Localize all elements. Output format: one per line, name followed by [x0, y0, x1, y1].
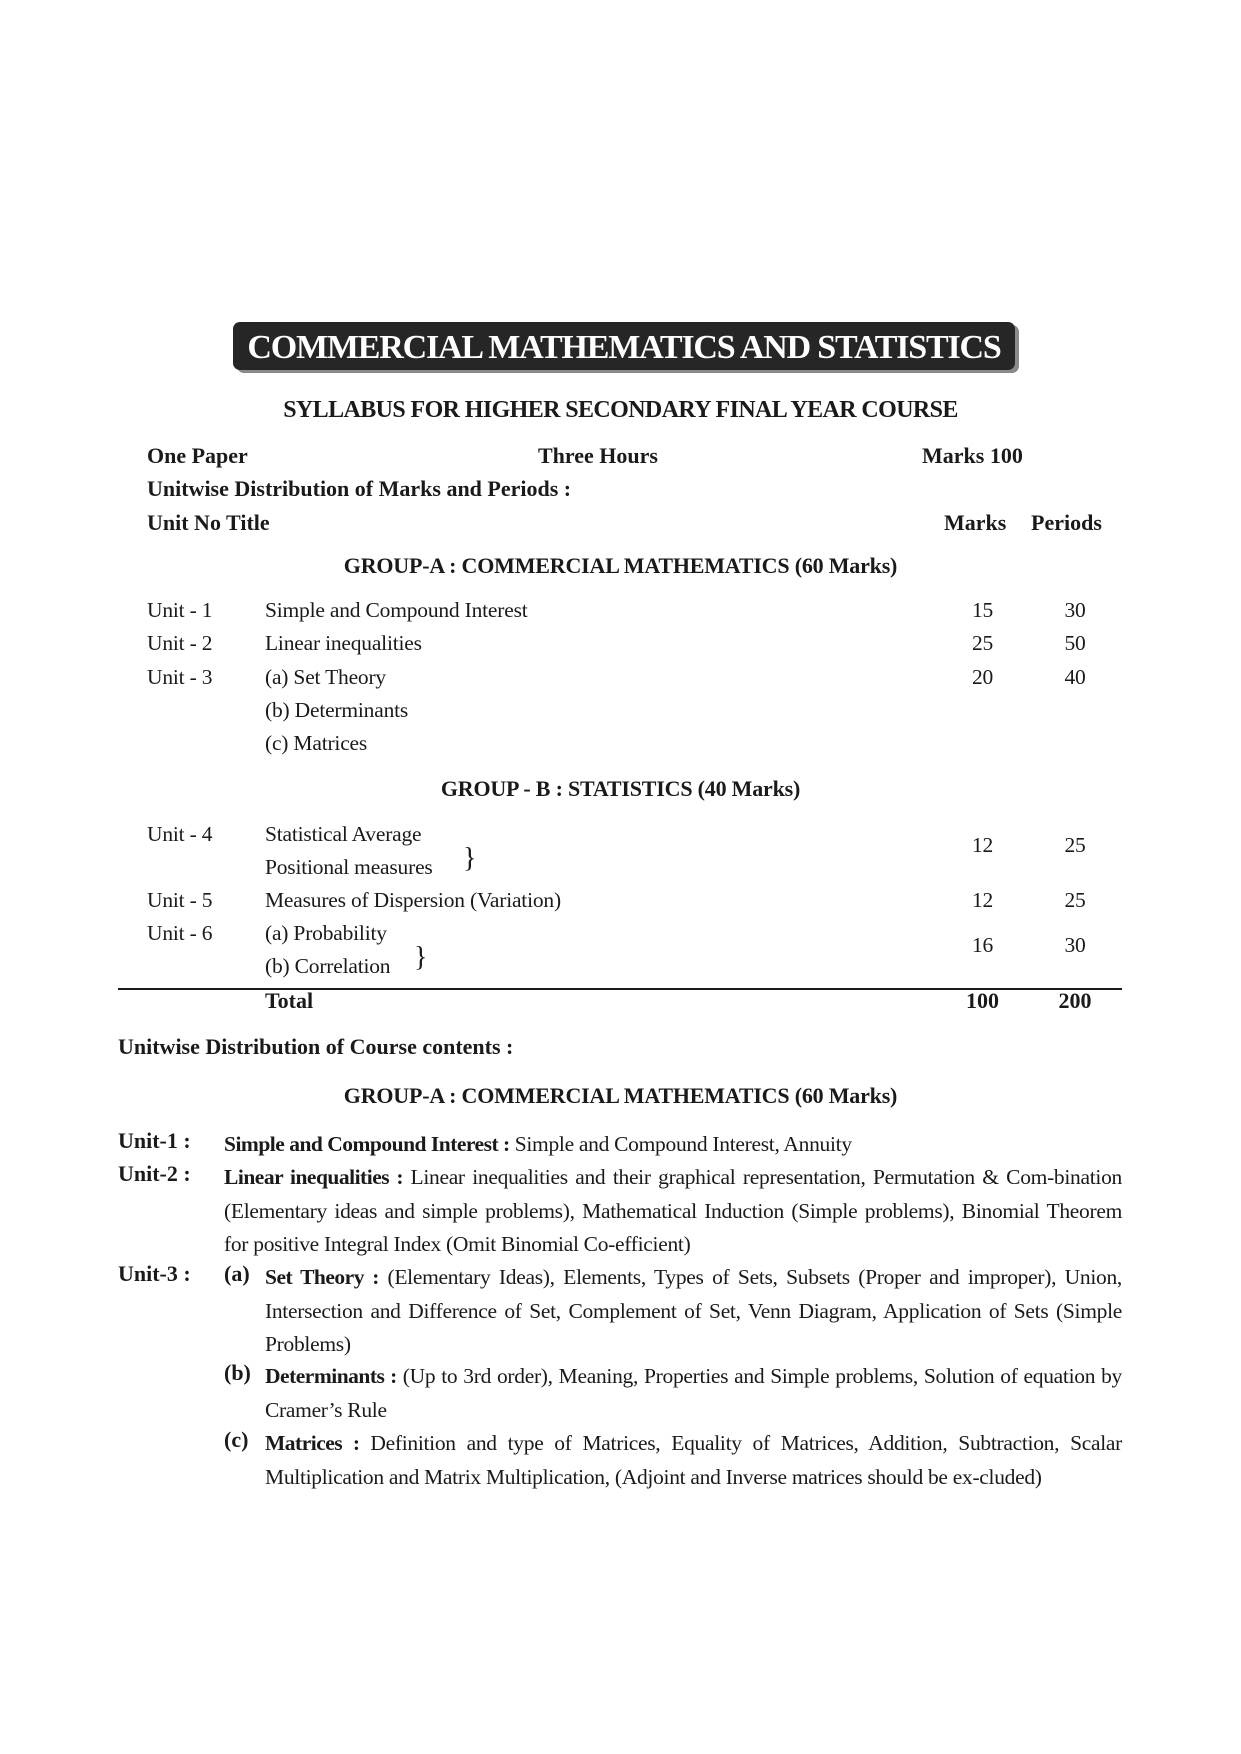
topic-description: (Elementary Ideas), Elements, Types of Sets, Subsets (Proper and improper), Union, Intersection and Difference of Set, Complement of Set, Venn Diagram, Application of Sets (Simple Problems)	[265, 1265, 1122, 1356]
contents-unit3b-text	[265, 1360, 1122, 1427]
header-marks: Marks	[944, 510, 1007, 535]
topic-title: Simple and Compound Interest :	[224, 1132, 510, 1156]
paper-duration: Three Hours	[538, 443, 658, 468]
table-row-title-line2: Positional measures	[265, 855, 433, 879]
table-row-subitem: (b) Determinants	[265, 698, 409, 722]
group-a-heading: GROUP-A : COMMERCIAL MATHEMATICS (60 Marks)	[343, 553, 898, 578]
subtitle: SYLLABUS FOR HIGHER SECONDARY FINAL YEAR COURSE	[283, 397, 958, 423]
table-row-title: Simple and Compound Interest	[265, 598, 528, 622]
table-row-unit: Unit - 6	[147, 921, 213, 945]
distribution-heading: Unitwise Distribution of Marks and Periods :	[147, 476, 572, 501]
topic-title: Determinants :	[265, 1364, 397, 1388]
table-row-unit: Unit - 4	[147, 822, 213, 846]
page-title: COMMERCIAL MATHEMATICS AND STATISTICS	[247, 329, 1001, 366]
table-row-title: (a) Set Theory	[265, 665, 386, 689]
table-row-marks: 12	[971, 888, 994, 912]
brace-symbol: }	[414, 942, 428, 973]
table-row-title-line2: (b) Correlation	[265, 954, 391, 978]
topic-description: Simple and Compound Interest, Annuity	[509, 1132, 852, 1156]
table-row-marks: 25	[971, 631, 994, 655]
table-row-title: Measures of Dispersion (Variation)	[265, 888, 561, 912]
header-unit-title: Unit No Title	[147, 510, 270, 535]
table-row-unit: Unit - 5	[147, 888, 213, 912]
contents-unit-label: Unit-1 :	[118, 1128, 191, 1153]
brace-symbol: }	[463, 843, 477, 874]
paper-marks: Marks 100	[922, 443, 1023, 468]
contents-unit3a-text	[265, 1261, 1122, 1362]
topic-description: (Up to 3rd order), Meaning, Properties and Simple problems, Solution of equation by Cramer’s Rule	[265, 1364, 1122, 1422]
table-row-periods: 30	[1064, 933, 1086, 957]
table-row-marks: 15	[971, 598, 994, 622]
contents-group-a-heading: GROUP-A : COMMERCIAL MATHEMATICS (60 Marks)	[343, 1083, 898, 1108]
group-b-heading: GROUP - B : STATISTICS (40 Marks)	[440, 776, 801, 801]
item-letter: (a)	[224, 1261, 250, 1286]
table-row-title: (a) Probability	[265, 921, 387, 945]
topic-title: Linear inequalities :	[224, 1165, 404, 1189]
table-row-periods: 40	[1064, 665, 1086, 689]
table-row-periods: 25	[1064, 833, 1086, 857]
topic-title: Matrices :	[265, 1431, 360, 1455]
table-row-marks: 12	[971, 833, 994, 857]
title-banner	[233, 322, 1015, 370]
header-periods: Periods	[1031, 510, 1102, 535]
item-letter: (b)	[224, 1360, 251, 1385]
table-row-unit: Unit - 1	[147, 598, 213, 622]
table-row-unit: Unit - 3	[147, 665, 213, 689]
contents-unit-label: Unit-2 :	[118, 1161, 191, 1186]
topic-description: Linear inequalities and their graphical representation, Permutation & Com-bination (Elementary ideas and simple problems), Mathematical Induction (Simple problems), Binomial Theorem for positive Integral Index (Omit Binomial Co-efficient)	[224, 1165, 1122, 1256]
table-row-marks: 20	[971, 665, 994, 689]
table-row-title: Statistical Average	[265, 822, 422, 846]
table-row-unit: Unit - 2	[147, 631, 213, 655]
topic-title: Set Theory :	[265, 1265, 379, 1289]
contents-heading: Unitwise Distribution of Course contents :	[118, 1034, 514, 1059]
item-letter: (c)	[224, 1427, 249, 1452]
total-label: Total	[265, 988, 314, 1013]
table-row-periods: 25	[1064, 888, 1086, 912]
contents-unit3c-text	[265, 1427, 1122, 1494]
paper-count: One Paper	[147, 443, 248, 468]
table-row-subitem: (c) Matrices	[265, 731, 368, 755]
contents-unit1-text	[224, 1128, 1122, 1162]
table-row-periods: 50	[1064, 631, 1086, 655]
topic-description: Definition and type of Matrices, Equality of Matrices, Addition, Subtraction, Scalar Multiplication and Matrix Multiplication, (Adjoint and Inverse matrices should be ex-cluded)	[265, 1431, 1122, 1489]
total-marks: 100	[966, 988, 999, 1013]
contents-unit2-text	[224, 1161, 1122, 1262]
table-row-title: Linear inequalities	[265, 631, 422, 655]
table-row-marks: 16	[971, 933, 994, 957]
table-row-periods: 30	[1064, 598, 1086, 622]
contents-unit-label: Unit-3 :	[118, 1261, 191, 1286]
total-periods: 200	[1058, 988, 1092, 1013]
